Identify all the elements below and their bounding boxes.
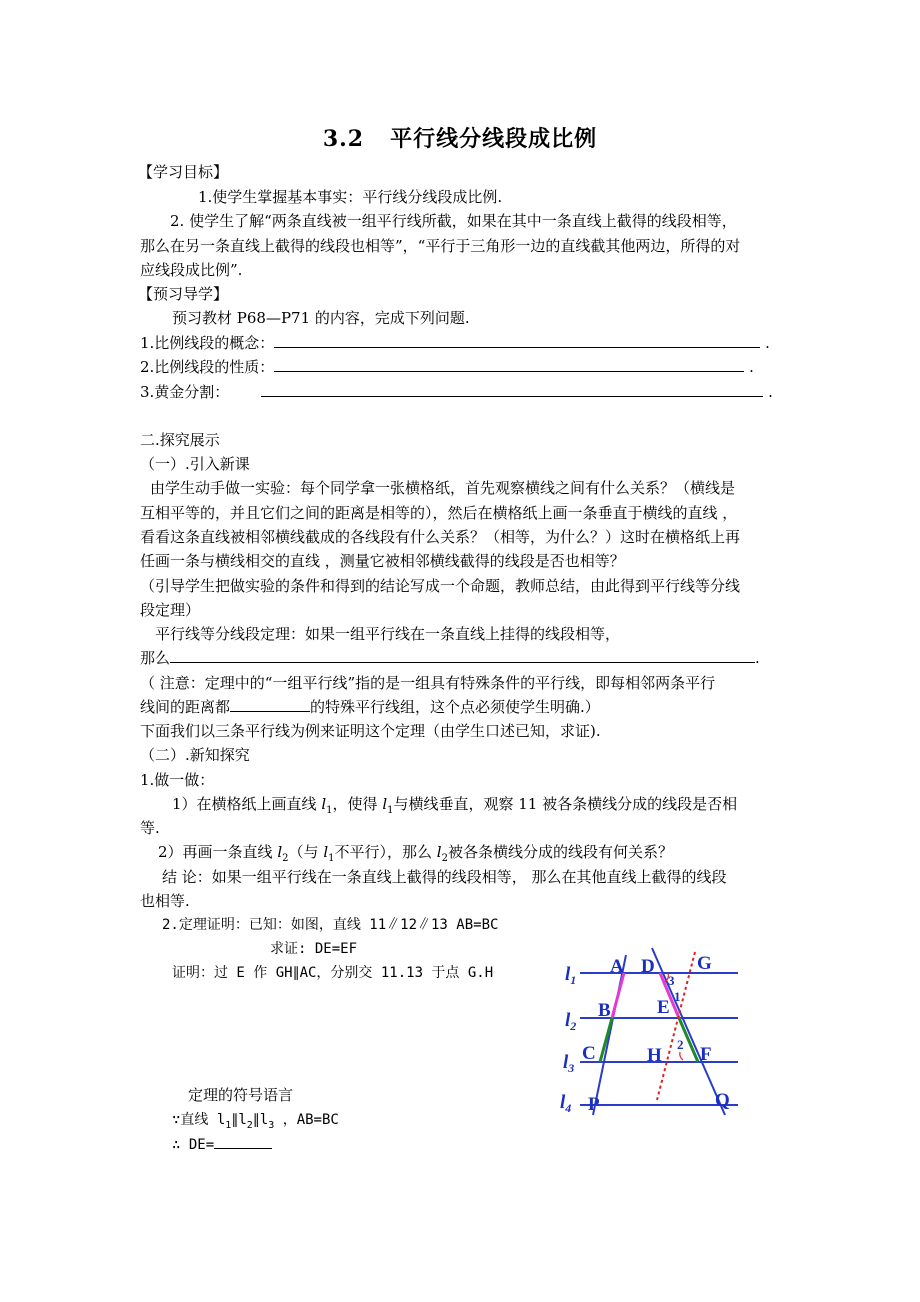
theorem-blank[interactable] [170, 648, 755, 663]
note-line2: 线间的距离都 的特殊平行线组，这个点必须使学生明确.） [140, 698, 600, 716]
conclusion-line1: 结 论：如果一组平行线在一条直线上截得的线段相等， 那么在其他直线上截得的线段 [162, 868, 727, 886]
point-q: Q [715, 1090, 730, 1111]
answer-blank-2[interactable] [274, 357, 744, 372]
proof-intro: 下面我们以三条平行线为例来证明这个定理（由学生口述已知，求证). [140, 722, 601, 740]
label-l4: $l_4$ [560, 1092, 572, 1115]
intro-paragraph-line4: 任画一条与横线相交的直线 ，测量它被相邻横线截得的线段是否也相等？ [140, 552, 625, 570]
point-a: A [610, 956, 624, 977]
guide-line2: 段定理） [140, 601, 201, 619]
label-l3: $l_3$ [563, 1052, 575, 1075]
guide-line1: （引导学生把做实验的条件和得到的结论写成一个命题，教师总结，由此得到平行线等分线 [140, 577, 741, 595]
intro-paragraph-line1: 由学生动手做一实验：每个同学拿一张横格纸，首先观察横线之间有什么关系？（横线是 [150, 479, 736, 497]
parallel-lines-figure [555, 940, 775, 1120]
angle-label-2: 2 [677, 1037, 684, 1052]
theorem-statement: 平行线等分线段定理：如果一组平行线在一条直线上挂得的线段相等， [155, 625, 621, 643]
point-d: D [641, 956, 655, 977]
point-g: G [697, 953, 712, 974]
intro-paragraph-line2: 互相平等的，并且它们之间的距离是相等的），然后在横格纸上画一条垂直于横线的直线 ， [140, 504, 738, 522]
de-blank[interactable] [214, 1134, 272, 1149]
angle-label-3: 3 [668, 973, 675, 988]
answer-blank-3[interactable] [261, 382, 763, 397]
point-e: E [657, 997, 670, 1018]
symbol-language-title: 定理的符号语言 [188, 1086, 294, 1104]
point-c: C [582, 1043, 596, 1064]
distance-blank[interactable] [230, 697, 310, 712]
step-1: 1）在横格纸上画直线 $l_1$，使得 $l_1$与横线垂直，观察 11 被各条横线分成的线段是否相 [172, 795, 738, 816]
point-f: F [700, 1044, 712, 1065]
explore-sub2: （二）.新知探究 [140, 746, 250, 764]
point-h: H [647, 1045, 662, 1066]
theorem-then: 那么 . [140, 649, 760, 667]
segment-ab [612, 973, 624, 1018]
objective-2-line1: 2. 使学生了解“两条直线被一组平行线所截，如果在其中一条直线上截得的线段相等， [170, 212, 737, 230]
objectives-heading: 【学习目标】 [138, 163, 229, 181]
do-heading: 1.做一做： [140, 771, 215, 789]
symbol-therefore: ∴ DE= [172, 1134, 272, 1155]
label-l1: $l_1$ [565, 964, 577, 987]
step-2: 2）再画一条直线 $l_2$（与 $l_1$不平行），那么 $l_2$被各条横线分成的线段有何关系？ [158, 843, 673, 864]
point-p: P [588, 1094, 600, 1115]
proof-given: 2.定理证明：已知：如图，直线 11∥12∥13 AB=BC [162, 917, 499, 933]
step-1-cont: 等. [140, 819, 160, 837]
explore-heading: 二.探究展示 [140, 431, 220, 449]
objective-1: 1.使学生掌握基本事实：平行线分线段成比例. [198, 188, 503, 206]
label-l2: $l_2$ [565, 1010, 577, 1033]
question-3: 3.黄金分割： . [140, 383, 773, 401]
proof-prove: 求证: DE=EF [270, 941, 358, 957]
answer-blank-1[interactable] [274, 333, 760, 348]
preview-intro: 预习教材 P68—P71 的内容，完成下列问题. [172, 309, 470, 327]
page-title: 3.2 平行线分线段成比例 [322, 126, 598, 152]
note-line1: （ 注意：定理中的“一组平行线”指的是一组具有特殊条件的平行线，即每相邻两条平行 [140, 674, 716, 692]
angle-label-1: 1 [674, 989, 681, 1004]
intro-paragraph-line3: 看看这条直线被相邻横线截成的各线段有什么关系？（相等，为什么？）这时在横格纸上再 [140, 528, 741, 546]
conclusion-line2: 也相等. [140, 892, 190, 910]
question-1: 1.比例线段的概念： . [140, 334, 770, 352]
symbol-because: ∵直线 $l_1\parallel l_2\parallel l_3$ ，AB=BC [172, 1112, 339, 1131]
objective-2-line3: 应线段成比例”. [140, 261, 243, 279]
preview-heading: 【预习导学】 [138, 285, 229, 303]
question-2: 2.比例线段的性质： . [140, 358, 754, 376]
angle-2-arc [680, 1052, 683, 1060]
proof-body: 证明：过 E 作 GH∥AC，分别交 11.13 于点 G.H [172, 965, 494, 981]
objective-2-line2: 那么在另一条直线上截得的线段也相等”，“平行于三角形一边的直线截其他两边，所得的对 [140, 237, 741, 255]
point-b: B [598, 1000, 611, 1021]
explore-sub1: （一）.引入新课 [140, 455, 250, 473]
